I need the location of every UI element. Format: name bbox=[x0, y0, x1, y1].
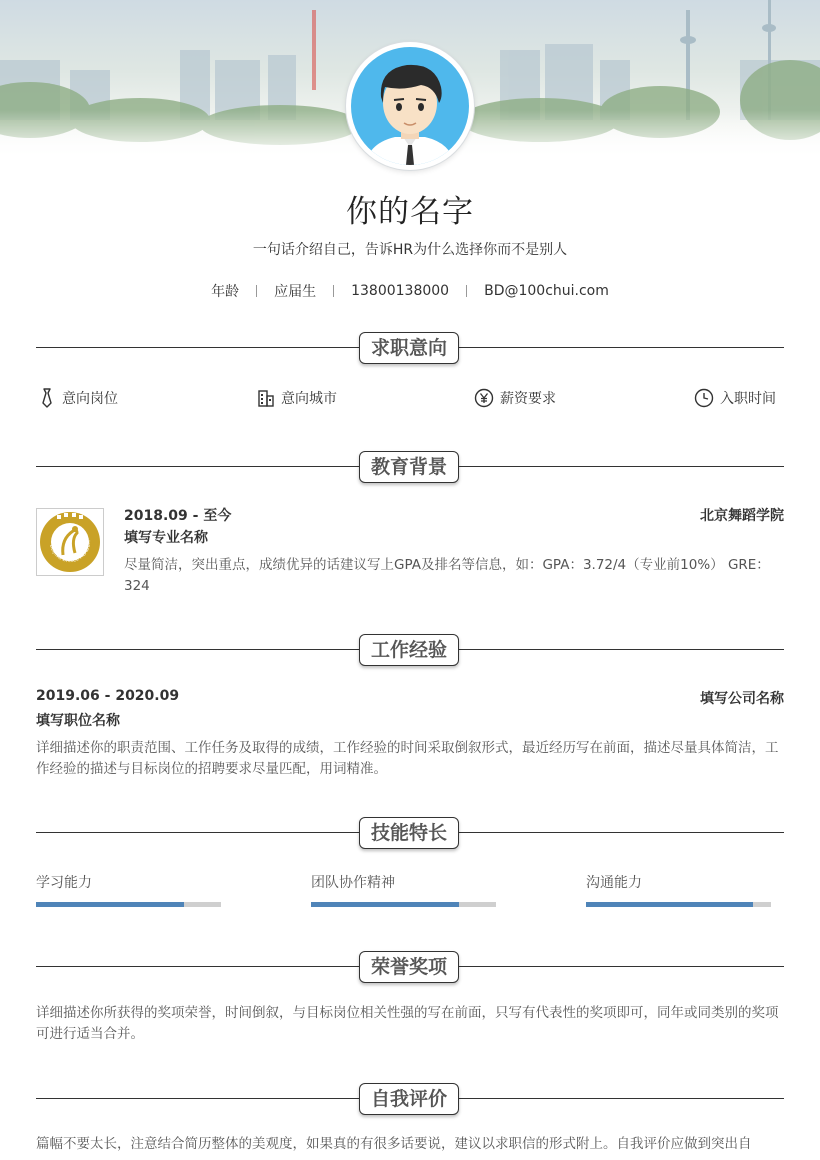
info-phone: 13800138000 bbox=[351, 283, 450, 299]
avatar bbox=[346, 42, 474, 170]
skill-label: 学习能力 bbox=[36, 875, 92, 891]
work-description: 详细描述你的职责范围、工作任务及取得的成绩，工作经验的时间采取倒叙形式，最近经历写在前面，描述尽量具体简洁，工作经验的描述与目标岗位的招聘要求尽量匹配，用词精准。 bbox=[36, 740, 779, 777]
yen-icon bbox=[474, 388, 494, 408]
skill-bar-fill bbox=[36, 902, 184, 907]
skill-item bbox=[311, 872, 496, 907]
intent-label: 意向城市 bbox=[281, 391, 337, 407]
section-skills-header bbox=[36, 817, 784, 849]
work-position: 填写职位名称 bbox=[36, 713, 120, 729]
skill-bar bbox=[586, 902, 771, 907]
section-title: 教育背景 bbox=[359, 451, 459, 483]
clock-icon bbox=[694, 388, 714, 408]
skill-label: 团队协作精神 bbox=[311, 875, 395, 891]
section-title: 技能特长 bbox=[359, 817, 459, 849]
info-email: BD@100chui.com bbox=[484, 283, 609, 299]
skill-bar-fill bbox=[586, 902, 753, 907]
info-divider bbox=[256, 285, 257, 297]
info-divider bbox=[333, 285, 334, 297]
intent-label: 薪资要求 bbox=[500, 391, 556, 407]
section-title: 求职意向 bbox=[359, 332, 459, 364]
info-divider bbox=[466, 285, 467, 297]
tie-icon bbox=[38, 388, 56, 408]
candidate-name: 你的名字 bbox=[346, 194, 474, 230]
intent-row bbox=[36, 388, 784, 410]
section-education-header bbox=[36, 451, 784, 483]
section-honors-header bbox=[36, 951, 784, 983]
education-major: 填写专业名称 bbox=[124, 530, 208, 546]
intent-salary bbox=[474, 388, 556, 408]
contact-info-row bbox=[0, 281, 820, 301]
section-title: 工作经验 bbox=[359, 634, 459, 666]
intent-label: 入职时间 bbox=[720, 391, 776, 407]
honors-description: 详细描述你所获得的奖项荣誉，时间倒叙，与目标岗位相关性强的写在前面，只写有代表性的奖项即可，同年或同类别的奖项可进行适当合并。 bbox=[36, 1005, 779, 1042]
education-description: 尽量简洁，突出重点，成绩优异的话建议写上GPA及排名等信息，如：GPA：3.72/4（专业前10%） GRE：324 bbox=[124, 557, 770, 594]
skill-bar bbox=[311, 902, 496, 907]
info-age: 年龄 bbox=[211, 284, 240, 300]
section-title: 荣誉奖项 bbox=[359, 951, 459, 983]
work-company: 填写公司名称 bbox=[700, 691, 784, 707]
intent-start-date bbox=[694, 388, 776, 408]
section-self-header bbox=[36, 1083, 784, 1115]
seal-text: BEIJING DANCE ACADEM bbox=[48, 540, 93, 565]
intent-city bbox=[257, 388, 337, 408]
intent-position bbox=[38, 388, 118, 408]
candidate-intro: 一句话介绍自己，告诉HR为什么选择你而不是别人 bbox=[252, 242, 568, 258]
section-title: 自我评价 bbox=[359, 1083, 459, 1115]
building-icon bbox=[257, 388, 275, 408]
avatar-illustration bbox=[351, 47, 469, 165]
skill-bar-fill bbox=[311, 902, 459, 907]
school-logo bbox=[36, 508, 104, 576]
work-date: 2019.06 - 2020.09 bbox=[36, 688, 180, 704]
skill-item bbox=[36, 872, 221, 907]
section-intent-header bbox=[36, 332, 784, 364]
intent-label: 意向岗位 bbox=[62, 391, 118, 407]
skill-label: 沟通能力 bbox=[586, 875, 642, 891]
school-seal-icon bbox=[37, 509, 103, 575]
skill-item bbox=[586, 872, 771, 907]
skill-bar bbox=[36, 902, 221, 907]
education-school: 北京舞蹈学院 bbox=[700, 508, 784, 524]
info-status: 应届生 bbox=[274, 284, 317, 300]
education-date: 2018.09 - 至今 bbox=[124, 508, 232, 524]
section-work-header bbox=[36, 634, 784, 666]
self-description: 篇幅不要太长，注意结合简历整体的美观度，如果真的有很多话要说，建议以求职信的形式附上。自我评价应做到突出自 bbox=[36, 1136, 752, 1152]
